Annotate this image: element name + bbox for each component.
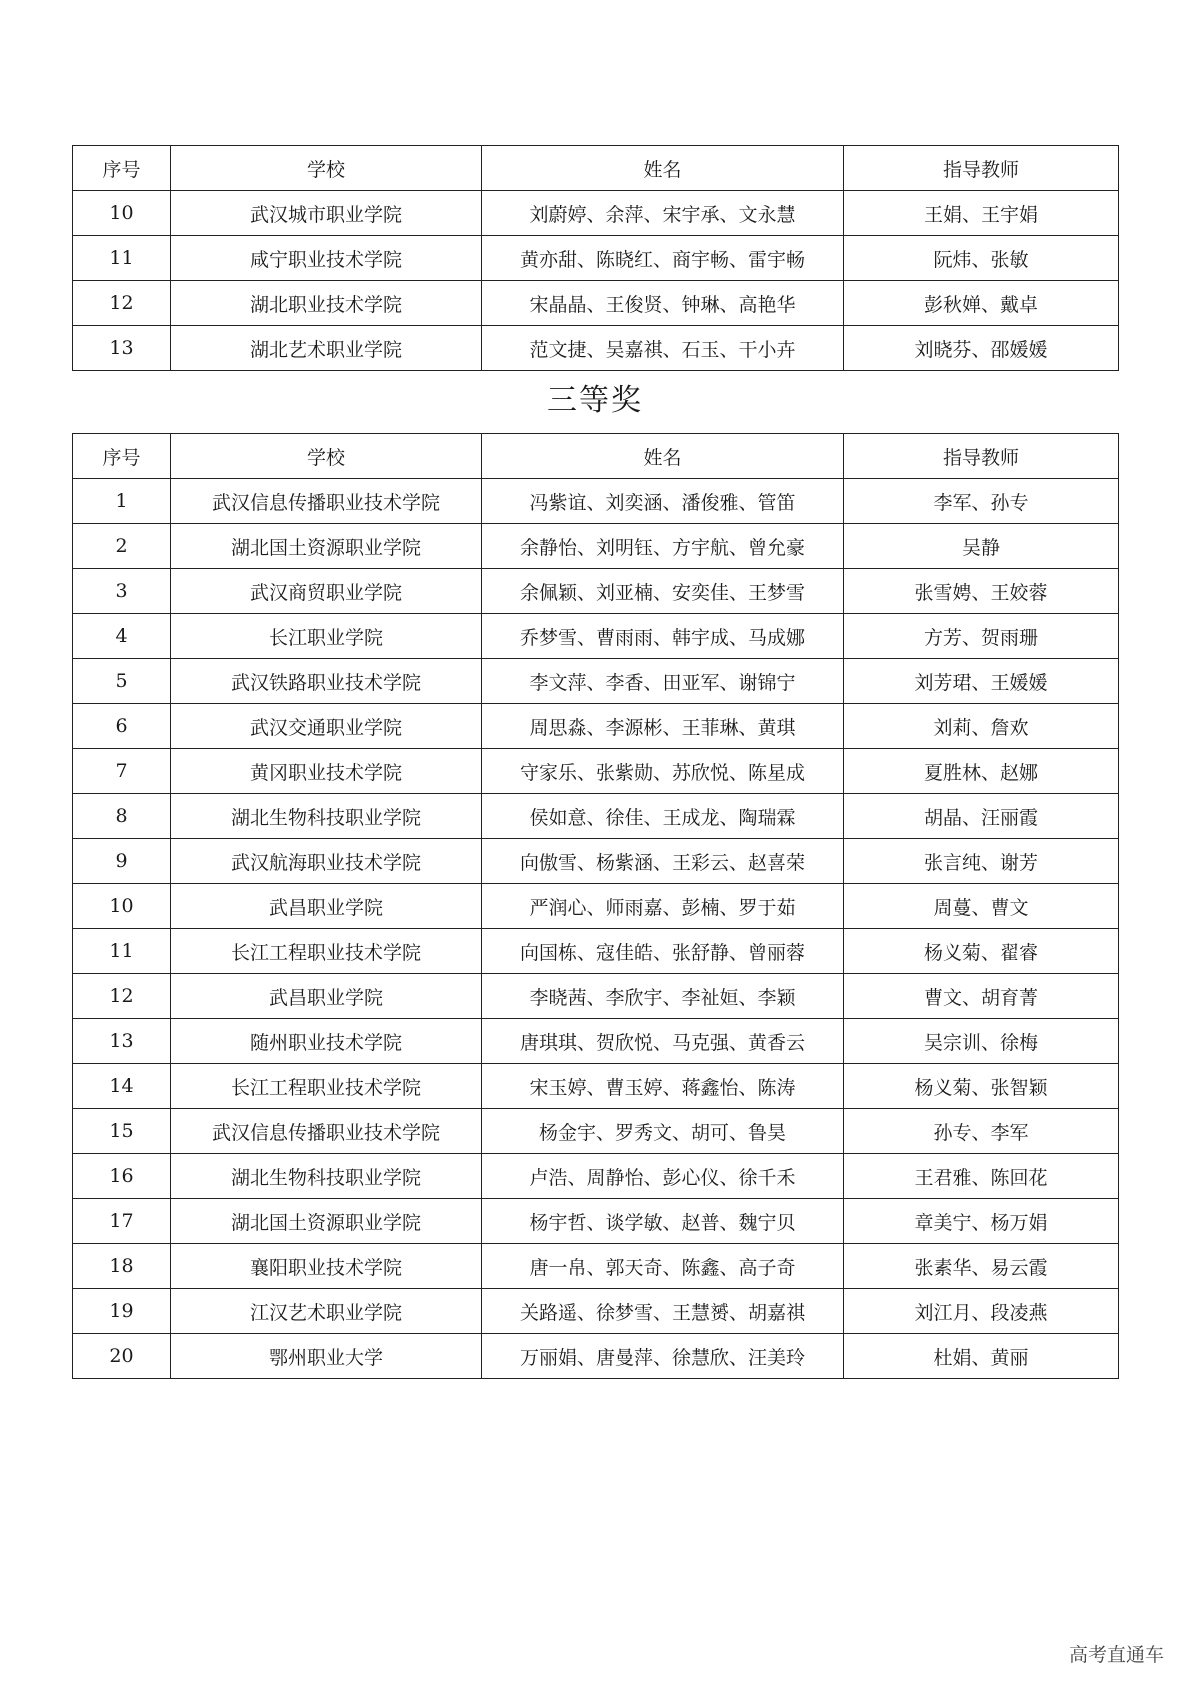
- cell-no: 11: [73, 236, 171, 281]
- header-teacher: 指导教师: [844, 146, 1119, 191]
- header-school: 学校: [171, 434, 482, 479]
- cell-teacher: 彭秋婵、戴卓: [844, 281, 1119, 326]
- award-table-continued: [72, 145, 1119, 371]
- cell-names: 严润心、师雨嘉、彭楠、罗于茹: [482, 884, 844, 929]
- cell-teacher: 王君雅、陈回花: [844, 1154, 1119, 1199]
- cell-no: 10: [73, 884, 171, 929]
- cell-teacher: 刘晓芬、邵媛媛: [844, 326, 1119, 371]
- cell-school: 武汉信息传播职业技术学院: [171, 1109, 482, 1154]
- cell-no: 3: [73, 569, 171, 614]
- table-row: [73, 479, 1119, 524]
- table-row: [73, 1244, 1119, 1289]
- cell-names: 唐一帛、郭天奇、陈鑫、高子奇: [482, 1244, 844, 1289]
- table-row: [73, 191, 1119, 236]
- cell-school: 湖北艺术职业学院: [171, 326, 482, 371]
- cell-school: 黄冈职业技术学院: [171, 749, 482, 794]
- header-no: 序号: [73, 434, 171, 479]
- cell-teacher: 章美宁、杨万娟: [844, 1199, 1119, 1244]
- cell-teacher: 李军、孙专: [844, 479, 1119, 524]
- cell-no: 13: [73, 1019, 171, 1064]
- cell-no: 11: [73, 929, 171, 974]
- table-row: [73, 839, 1119, 884]
- cell-school: 武汉信息传播职业技术学院: [171, 479, 482, 524]
- cell-school: 襄阳职业技术学院: [171, 1244, 482, 1289]
- table-header-row: [73, 146, 1119, 191]
- cell-no: 2: [73, 524, 171, 569]
- cell-teacher: 方芳、贺雨珊: [844, 614, 1119, 659]
- cell-no: 6: [73, 704, 171, 749]
- cell-teacher: 张素华、易云霞: [844, 1244, 1119, 1289]
- table-row: [73, 974, 1119, 1019]
- cell-names: 宋玉婷、曹玉婷、蒋鑫怡、陈涛: [482, 1064, 844, 1109]
- cell-teacher: 王娟、王宇娟: [844, 191, 1119, 236]
- header-no: 序号: [73, 146, 171, 191]
- cell-names: 侯如意、徐佳、王成龙、陶瑞霖: [482, 794, 844, 839]
- cell-teacher: 刘芳珺、王媛媛: [844, 659, 1119, 704]
- cell-names: 余静怡、刘明钰、方宇航、曾允豪: [482, 524, 844, 569]
- cell-school: 鄂州职业大学: [171, 1334, 482, 1379]
- cell-no: 15: [73, 1109, 171, 1154]
- cell-names: 杨宇哲、谈学敏、赵普、魏宁贝: [482, 1199, 844, 1244]
- cell-no: 1: [73, 479, 171, 524]
- table-body: [73, 191, 1119, 371]
- cell-names: 万丽娟、唐曼萍、徐慧欣、汪美玲: [482, 1334, 844, 1379]
- table-row: [73, 794, 1119, 839]
- header-names: 姓名: [482, 434, 844, 479]
- cell-school: 湖北国土资源职业学院: [171, 524, 482, 569]
- cell-school: 随州职业技术学院: [171, 1019, 482, 1064]
- cell-teacher: 曹文、胡育菁: [844, 974, 1119, 1019]
- cell-no: 10: [73, 191, 171, 236]
- cell-names: 卢浩、周静怡、彭心仪、徐千禾: [482, 1154, 844, 1199]
- cell-no: 17: [73, 1199, 171, 1244]
- cell-teacher: 刘莉、詹欢: [844, 704, 1119, 749]
- cell-teacher: 胡晶、汪丽霞: [844, 794, 1119, 839]
- table-row: [73, 1289, 1119, 1334]
- cell-names: 黄亦甜、陈晓红、商宇畅、雷宇畅: [482, 236, 844, 281]
- table-row: [73, 884, 1119, 929]
- cell-names: 刘蔚婷、余萍、宋宇承、文永慧: [482, 191, 844, 236]
- cell-names: 李文萍、李香、田亚军、谢锦宁: [482, 659, 844, 704]
- cell-no: 12: [73, 281, 171, 326]
- cell-school: 长江职业学院: [171, 614, 482, 659]
- cell-no: 14: [73, 1064, 171, 1109]
- cell-names: 范文捷、吴嘉祺、石玉、干小卉: [482, 326, 844, 371]
- cell-teacher: 周蔓、曹文: [844, 884, 1119, 929]
- table-row: [73, 1064, 1119, 1109]
- cell-teacher: 吴宗训、徐梅: [844, 1019, 1119, 1064]
- table-body: [73, 479, 1119, 1379]
- cell-teacher: 杜娟、黄丽: [844, 1334, 1119, 1379]
- cell-teacher: 吴静: [844, 524, 1119, 569]
- cell-school: 长江工程职业技术学院: [171, 929, 482, 974]
- header-school: 学校: [171, 146, 482, 191]
- cell-school: 湖北职业技术学院: [171, 281, 482, 326]
- table-row: [73, 1334, 1119, 1379]
- cell-no: 20: [73, 1334, 171, 1379]
- cell-no: 8: [73, 794, 171, 839]
- table-row: [73, 569, 1119, 614]
- cell-no: 4: [73, 614, 171, 659]
- cell-no: 16: [73, 1154, 171, 1199]
- cell-names: 余佩颖、刘亚楠、安奕佳、王梦雪: [482, 569, 844, 614]
- table-row: [73, 1109, 1119, 1154]
- table-row: [73, 236, 1119, 281]
- cell-school: 武汉航海职业技术学院: [171, 839, 482, 884]
- cell-school: 武汉城市职业学院: [171, 191, 482, 236]
- cell-names: 周思淼、李源彬、王菲琳、黄琪: [482, 704, 844, 749]
- table-row: [73, 281, 1119, 326]
- table-row: [73, 659, 1119, 704]
- cell-names: 杨金宇、罗秀文、胡可、鲁昊: [482, 1109, 844, 1154]
- cell-school: 武昌职业学院: [171, 884, 482, 929]
- cell-names: 向傲雪、杨紫涵、王彩云、赵喜荣: [482, 839, 844, 884]
- table-row: [73, 1199, 1119, 1244]
- cell-no: 5: [73, 659, 171, 704]
- cell-school: 江汉艺术职业学院: [171, 1289, 482, 1334]
- cell-school: 咸宁职业技术学院: [171, 236, 482, 281]
- cell-school: 武汉交通职业学院: [171, 704, 482, 749]
- cell-no: 13: [73, 326, 171, 371]
- table-row: [73, 1019, 1119, 1064]
- cell-teacher: 刘江月、段凌燕: [844, 1289, 1119, 1334]
- section-title-third-prize: 三等奖: [547, 383, 643, 418]
- cell-school: 湖北生物科技职业学院: [171, 1154, 482, 1199]
- cell-teacher: 杨义菊、翟睿: [844, 929, 1119, 974]
- cell-names: 冯紫谊、刘奕涵、潘俊雅、管笛: [482, 479, 844, 524]
- table-row: [73, 704, 1119, 749]
- cell-names: 宋晶晶、王俊贤、钟琳、高艳华: [482, 281, 844, 326]
- cell-names: 李晓茜、李欣宇、李祉姮、李颖: [482, 974, 844, 1019]
- cell-school: 湖北生物科技职业学院: [171, 794, 482, 839]
- table-row: [73, 614, 1119, 659]
- cell-no: 9: [73, 839, 171, 884]
- cell-teacher: 阮炜、张敏: [844, 236, 1119, 281]
- cell-teacher: 夏胜林、赵娜: [844, 749, 1119, 794]
- cell-school: 武汉商贸职业学院: [171, 569, 482, 614]
- cell-no: 18: [73, 1244, 171, 1289]
- cell-names: 乔梦雪、曹雨雨、韩宇成、马成娜: [482, 614, 844, 659]
- cell-no: 19: [73, 1289, 171, 1334]
- cell-no: 12: [73, 974, 171, 1019]
- watermark-text: 高考直通车: [1068, 1644, 1164, 1666]
- cell-names: 关路遥、徐梦雪、王慧赟、胡嘉祺: [482, 1289, 844, 1334]
- header-teacher: 指导教师: [844, 434, 1119, 479]
- cell-school: 长江工程职业技术学院: [171, 1064, 482, 1109]
- cell-school: 武昌职业学院: [171, 974, 482, 1019]
- table-header-row: [73, 434, 1119, 479]
- cell-names: 唐琪琪、贺欣悦、马克强、黄香云: [482, 1019, 844, 1064]
- table-row: [73, 929, 1119, 974]
- cell-names: 向国栋、寇佳皓、张舒静、曾丽蓉: [482, 929, 844, 974]
- header-names: 姓名: [482, 146, 844, 191]
- cell-teacher: 张言纯、谢芳: [844, 839, 1119, 884]
- cell-names: 守家乐、张紫勋、苏欣悦、陈星成: [482, 749, 844, 794]
- cell-school: 湖北国土资源职业学院: [171, 1199, 482, 1244]
- cell-school: 武汉铁路职业技术学院: [171, 659, 482, 704]
- award-table-third-prize: [72, 433, 1119, 1379]
- table-row: [73, 326, 1119, 371]
- cell-teacher: 杨义菊、张智颖: [844, 1064, 1119, 1109]
- cell-no: 7: [73, 749, 171, 794]
- table-row: [73, 749, 1119, 794]
- cell-teacher: 张雪娉、王姣蓉: [844, 569, 1119, 614]
- table-row: [73, 1154, 1119, 1199]
- table-row: [73, 524, 1119, 569]
- cell-teacher: 孙专、李军: [844, 1109, 1119, 1154]
